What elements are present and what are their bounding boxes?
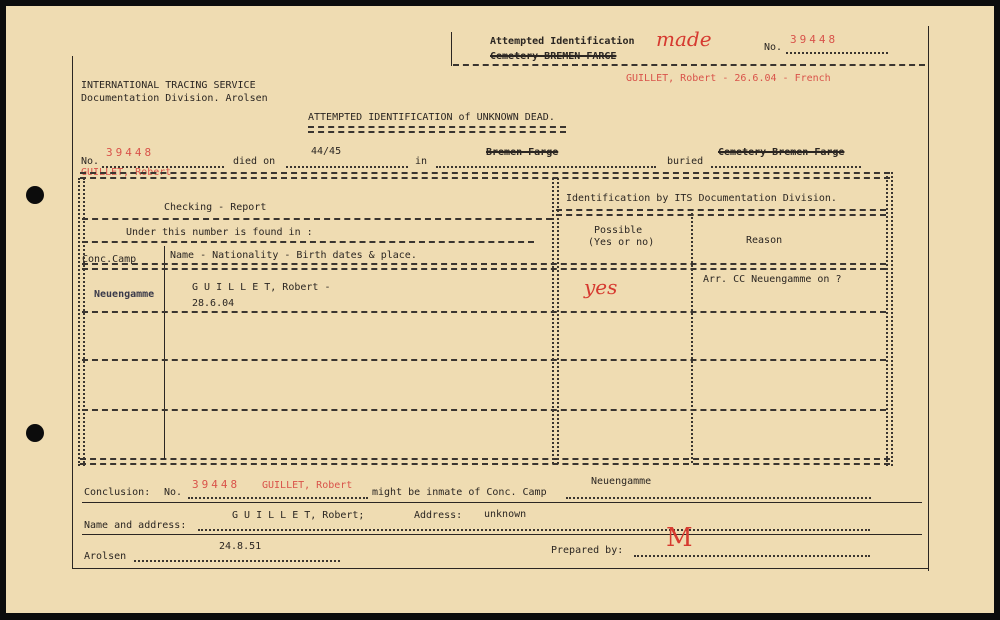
buried-label: buried <box>667 156 704 167</box>
row-rule-1 <box>82 311 886 313</box>
conclusion-name-red: GUILLET, Robert <box>262 480 353 491</box>
under-number-rule <box>82 241 534 243</box>
box-no-dotline <box>786 52 888 54</box>
row-name: G U I L L E T, Robert - <box>192 282 331 293</box>
box-no-value: 39448 <box>790 33 839 46</box>
col-possible-line-1: Possible <box>594 225 643 236</box>
address-label: Address: <box>414 510 463 521</box>
under-number-header: Under this number is found in : <box>126 227 313 238</box>
conclusion-camp-value: Neuengamme <box>591 476 652 487</box>
row-rule-3 <box>82 409 886 411</box>
identification-header: Identification by ITS Documentation Division. <box>566 193 837 204</box>
record-no-label: No. <box>81 156 100 167</box>
buried-dotline <box>711 166 861 168</box>
table-bottom-rule <box>80 458 890 465</box>
buried-value: Cemetery Bremen-Farge <box>718 147 845 158</box>
checking-report-header: Checking - Report <box>164 202 267 213</box>
box-no-label: No. <box>764 42 783 53</box>
conclusion-rule <box>82 502 922 503</box>
footer-place: Arolsen <box>84 551 127 562</box>
camp-col-rule <box>164 246 165 459</box>
col-camp-header: Conc.Camp <box>82 254 137 265</box>
punch-hole-top <box>26 186 44 204</box>
row-birth: 28.6.04 <box>192 298 235 309</box>
footer-date-dotline <box>134 560 340 562</box>
title-underline <box>308 126 566 133</box>
prepared-signature: M <box>666 523 693 553</box>
table-right-rule <box>886 172 893 466</box>
name-address-dotline <box>198 529 870 531</box>
handwritten-made: made <box>656 27 712 51</box>
form-title: ATTEMPTED IDENTIFICATION of UNKNOWN DEAD. <box>308 112 555 123</box>
table-left-rule <box>78 178 85 466</box>
in-label: in <box>415 156 428 167</box>
row-rule-2 <box>82 359 886 361</box>
footer-rule <box>72 568 928 569</box>
died-on-value: 44/45 <box>311 146 342 157</box>
org-line-2: Documentation Division. Arolsen <box>81 93 268 104</box>
row-camp: Neuengamme <box>94 289 155 300</box>
prepared-label: Prepared by: <box>551 545 624 556</box>
red-name-line: GUILLET, Robert - 26.6.04 - French <box>626 73 831 84</box>
row-reason: Arr. CC Neuengamme on ? <box>703 274 842 285</box>
possible-col-rule <box>691 213 693 463</box>
died-on-label: died on <box>233 156 276 167</box>
conclusion-middle: might be inmate of Conc. Camp <box>372 487 547 498</box>
right-margin-rule <box>928 26 929 571</box>
column-header-rule <box>82 263 886 270</box>
record-no-value: 39448 <box>106 146 155 159</box>
name-address-label: Name and address: <box>84 520 187 531</box>
conclusion-dotline-1 <box>188 497 368 499</box>
address-value: unknown <box>484 509 527 520</box>
org-line-1: INTERNATIONAL TRACING SERVICE <box>81 80 256 91</box>
died-on-dotline <box>286 166 408 168</box>
conclusion-no-label: No. <box>164 487 183 498</box>
header-rule-right <box>556 209 886 216</box>
col-possible-line-2: (Yes or no) <box>588 237 655 248</box>
box-left-rule <box>451 32 452 66</box>
conclusion-no-value: 39448 <box>192 478 241 491</box>
prepared-dotline <box>634 555 870 557</box>
box-line-2: Cemetery BREMEN-FARGE <box>490 51 617 62</box>
table-top-rule <box>80 172 890 179</box>
conclusion-label: Conclusion: <box>84 487 151 498</box>
conclusion-dotline-2 <box>566 497 871 499</box>
left-margin-rule <box>72 56 73 568</box>
in-dotline <box>436 166 656 168</box>
row-possible-yes: yes <box>584 275 618 299</box>
punch-hole-bottom <box>26 424 44 442</box>
tracing-service-card <box>6 6 994 613</box>
header-rule-left <box>82 218 552 220</box>
col-name-header: Name - Nationality - Birth dates & place. <box>170 250 417 261</box>
record-name-red: GUILLET, Robert <box>81 167 172 178</box>
col-reason-header: Reason <box>746 235 783 246</box>
table-mid-rule <box>552 178 559 464</box>
footer-date: 24.8.51 <box>219 541 262 552</box>
name-address-value: G U I L L E T, Robert; <box>232 510 365 521</box>
box-line-1: Attempted Identification <box>490 36 635 47</box>
box-bottom-rule <box>453 64 925 66</box>
in-value: Bremen-Farge <box>486 147 559 158</box>
name-address-rule <box>82 534 922 535</box>
